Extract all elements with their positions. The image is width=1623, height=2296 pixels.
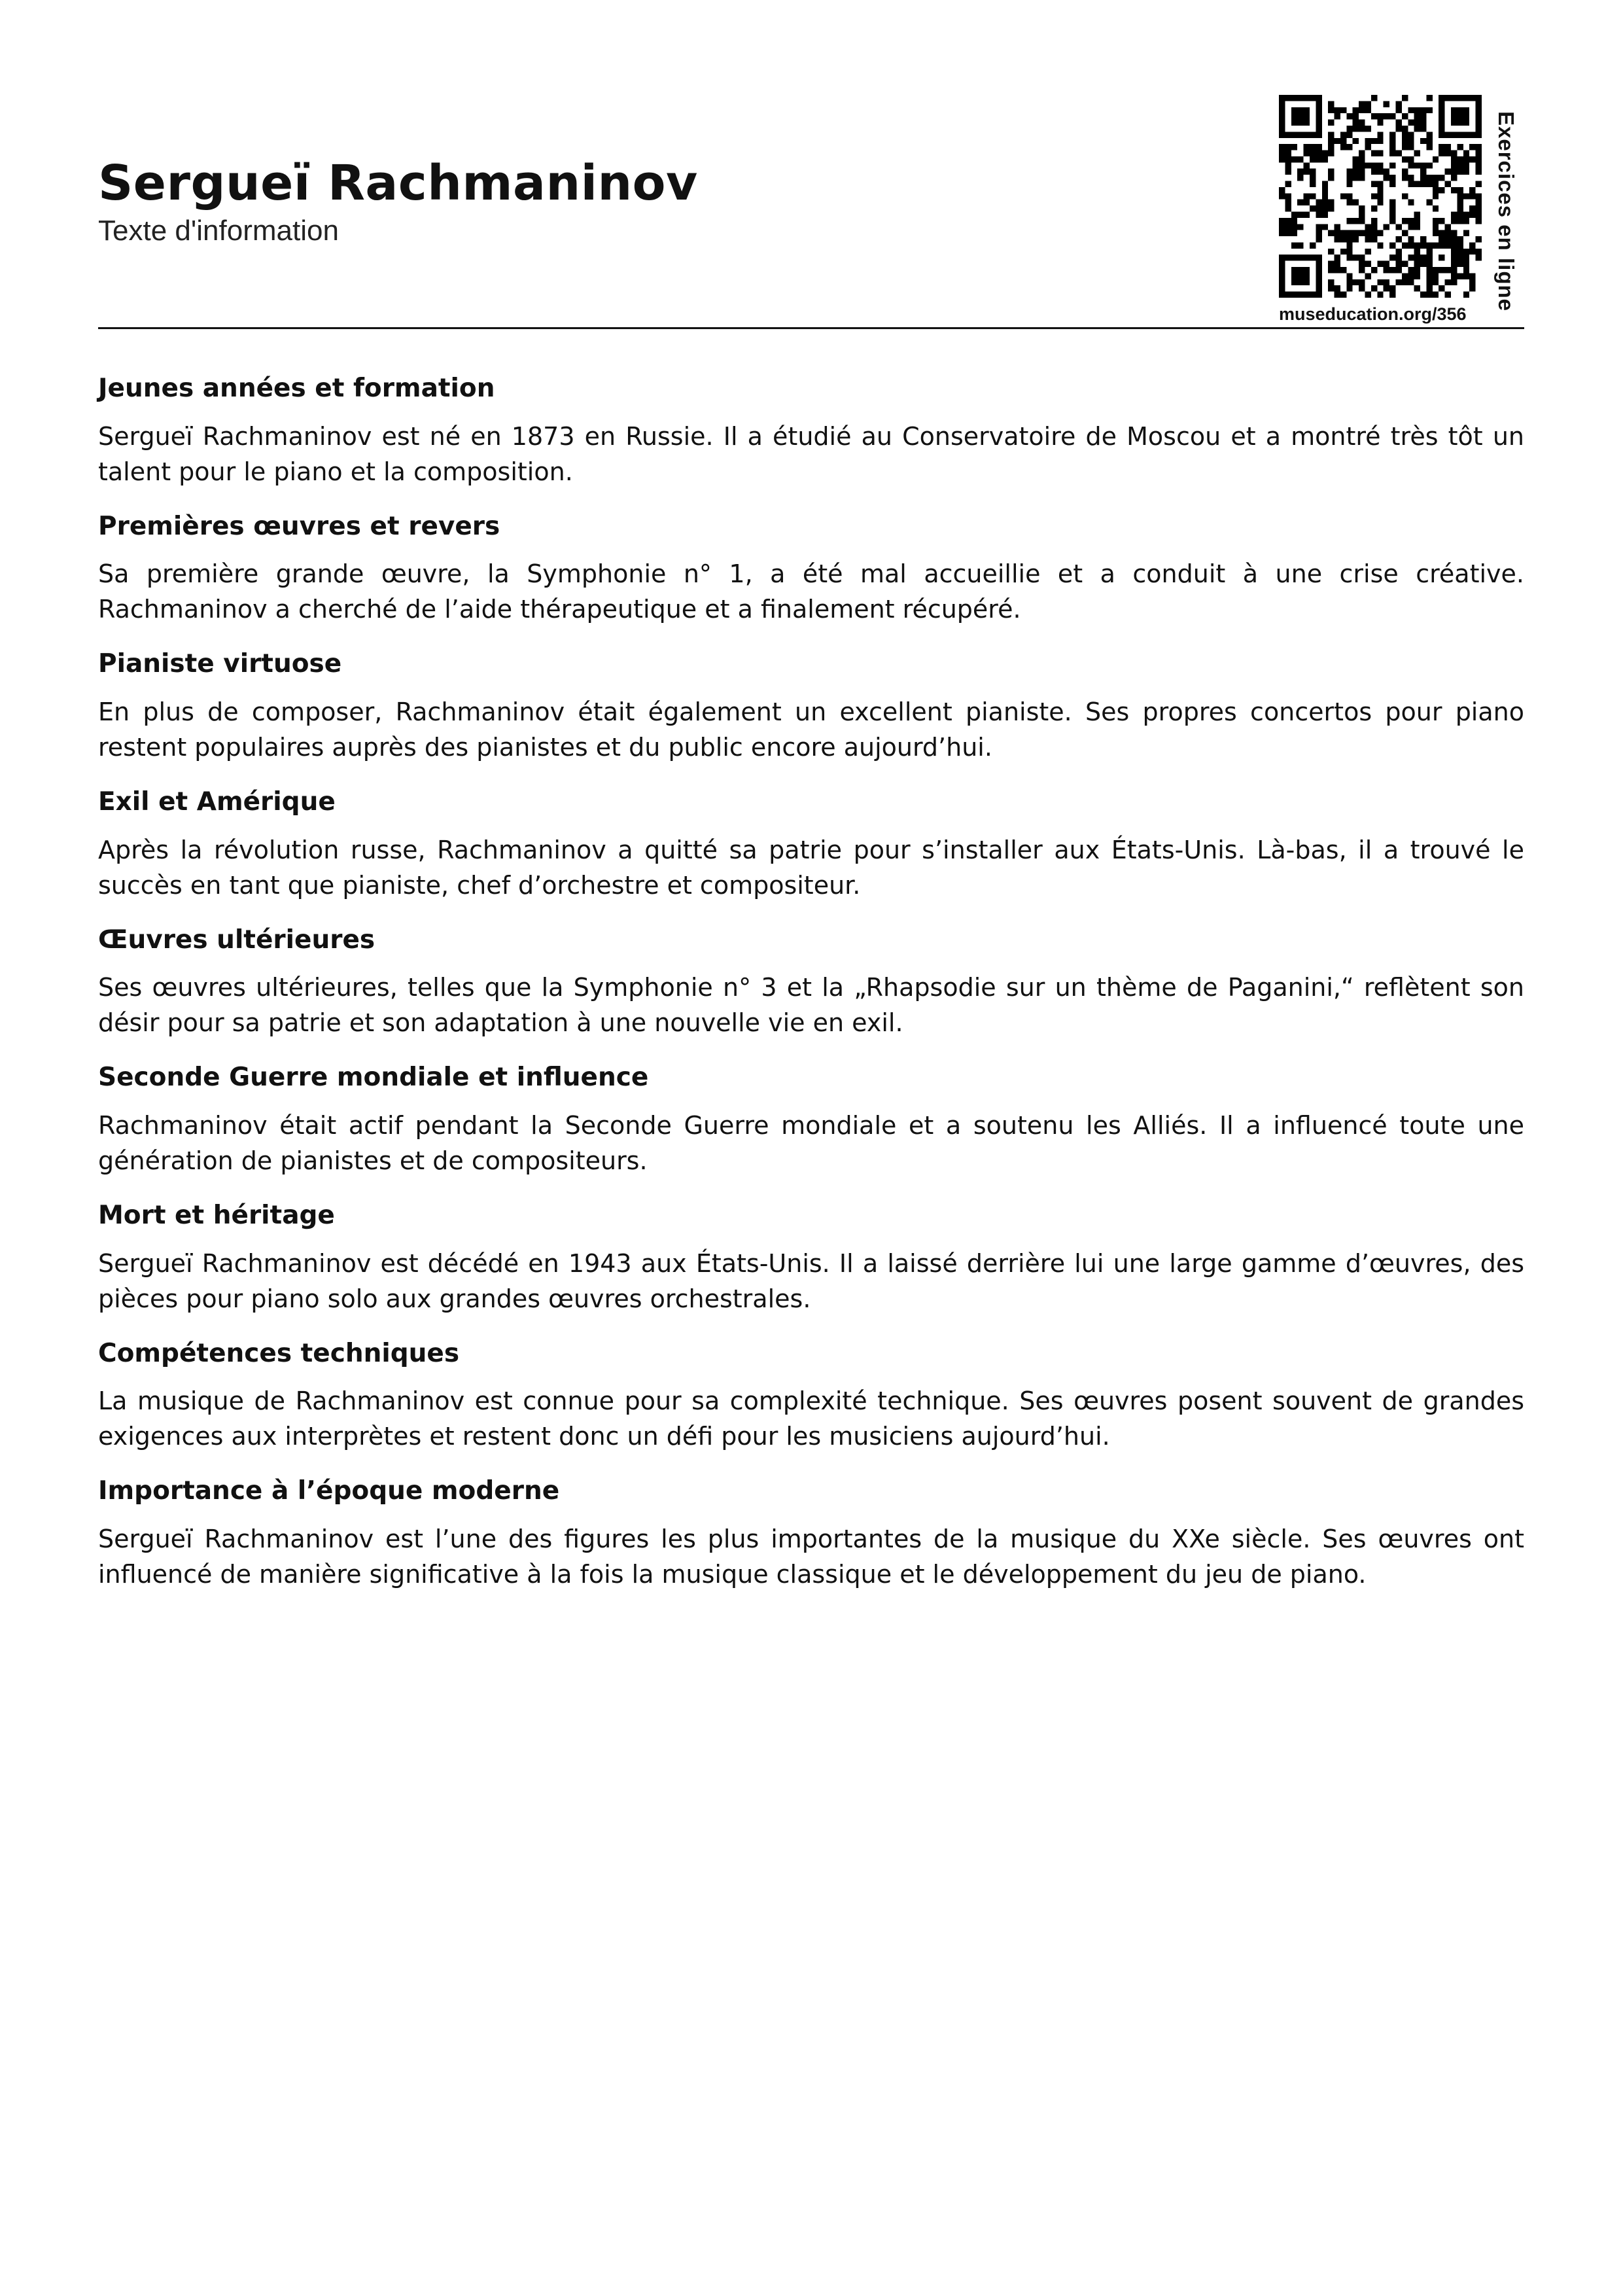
qr-block[interactable] — [1279, 95, 1482, 324]
section-title: Compétences techniques — [98, 1338, 460, 1368]
section-text: Rachmaninov était actif pendant la Seconde Guerre mondiale et a soutenu les Alliés. Il a influencé toute une génération de pianistes et de compositeurs. — [98, 1111, 1524, 1175]
section — [98, 786, 1524, 904]
section-text: La musique de Rachmaninov est connue pour sa complexité technique. Ses œuvres posent souvent de grandes exigences aux interprètes et restent donc un défi pour les musiciens aujourd’hui. — [98, 1386, 1524, 1451]
section-title: Pianiste virtuose — [98, 649, 342, 679]
page-subtitle: Texte d'information — [98, 215, 339, 247]
section — [98, 1338, 1524, 1455]
section-text: Sergueï Rachmaninov est l’une des figures les plus importantes de la musique du XXe siècle. Ses œuvres ont influencé de manière significative à la fois la musique classique et le développement du jeu de piano. — [98, 1525, 1524, 1589]
section — [98, 1062, 1524, 1179]
section — [98, 648, 1524, 766]
section-title: Œuvres ultérieures — [98, 925, 375, 955]
section-title: Exil et Amérique — [98, 786, 336, 817]
section — [98, 1475, 1524, 1593]
document-body — [98, 373, 1524, 1614]
section-title: Jeunes années et formation — [98, 374, 495, 403]
section-text: Après la révolution russe, Rachmaninov a quitté sa patrie pour s’installer aux États-Unis. Là-bas, il a trouvé le succès en tant que pianiste, chef d’orchestre et compositeur. — [98, 835, 1524, 900]
online-exercises-text: Exercices en ligne — [1494, 111, 1518, 311]
section-text: Sergueï Rachmaninov est né en 1873 en Russie. Il a étudié au Conservatoire de Moscou et a montré très tôt un talent pour le piano et la composition. — [98, 421, 1524, 486]
header-divider — [98, 327, 1524, 329]
page-title: Sergueï Rachmaninov — [98, 155, 698, 211]
section-text: En plus de composer, Rachmaninov était également un excellent pianiste. Ses propres concertos pour piano restent populaires auprès des pianistes et du public encore aujourd’hui. — [98, 698, 1524, 762]
section — [98, 925, 1524, 1042]
section-title: Premières œuvres et revers — [98, 511, 500, 541]
section — [98, 1200, 1524, 1317]
section-text: Sergueï Rachmaninov est décédé en 1943 aux États-Unis. Il a laissé derrière lui une large gamme d’œuvres, des pièces pour piano solo aux grandes œuvres orchestrales. — [98, 1248, 1524, 1313]
section-text: Sa première grande œuvre, la Symphonie n° 1, a été mal accueillie et a conduit à une crise créative. Rachmaninov a cherché de l’aide thérapeutique et a finalement récupéré. — [98, 559, 1524, 624]
section — [98, 373, 1524, 490]
section-text: Ses œuvres ultérieures, telles que la Symphonie n° 3 et la „Rhapsodie sur un thème de Paganini,“ reflètent son désir pour sa patrie et son adaptation à une nouvelle vie en exil. — [98, 973, 1524, 1038]
online-exercises-label — [1488, 111, 1521, 314]
section-title: Mort et héritage — [98, 1200, 335, 1230]
document-header — [98, 157, 1210, 249]
qr-code-icon[interactable] — [1279, 95, 1482, 298]
section-title: Seconde Guerre mondiale et influence — [98, 1063, 649, 1093]
qr-url-link[interactable]: museducation.org/356 — [1279, 304, 1467, 324]
section — [98, 511, 1524, 628]
section-title: Importance à l’époque moderne — [98, 1476, 560, 1506]
